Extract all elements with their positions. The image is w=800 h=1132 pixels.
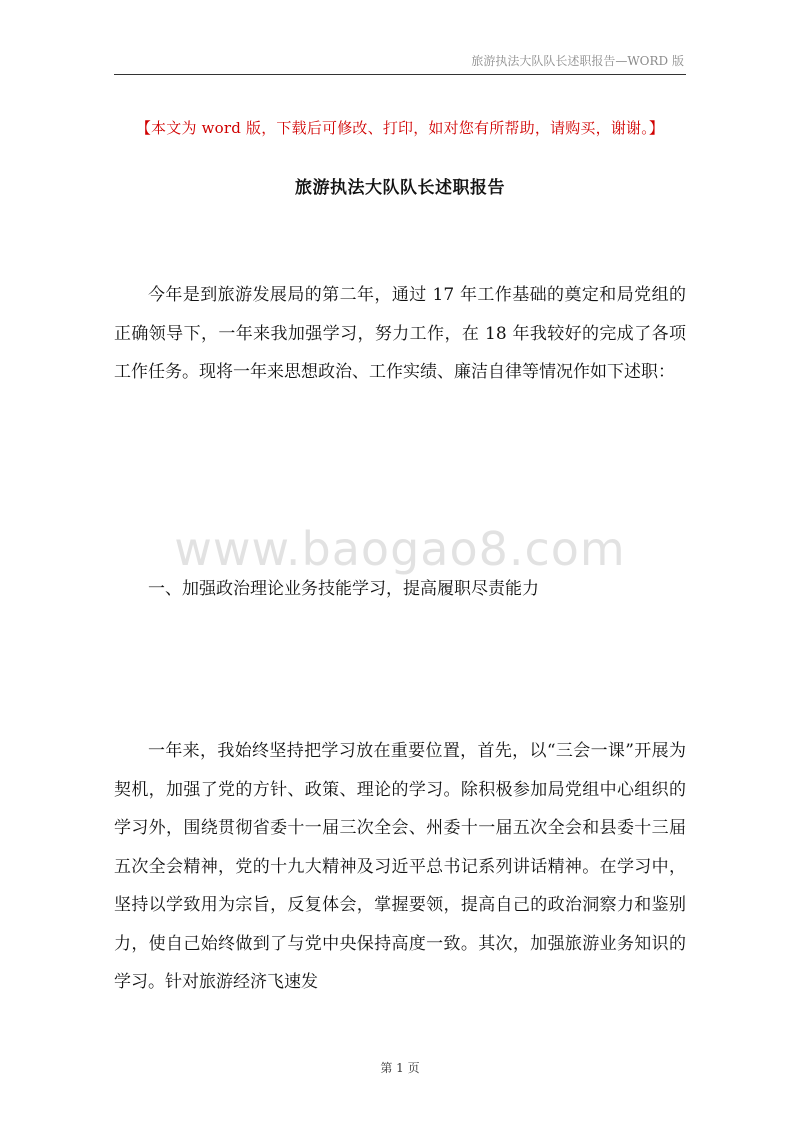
section-heading: 一、加强政治理论业务技能学习，提高履职尽责能力 [148,579,539,599]
page-number: 第 1 页 [380,1061,420,1075]
intro-paragraph: 今年是到旅游发展局的第二年，通过 17 年工作基础的奠定和局党组的正确领导下，一年来我加强学习，努力工作，在 18 年我较好的完成了各项工作任务。现将一年来思想政治、工作实绩、廉洁自律等情况作如下述职： [114,285,686,382]
header-divider [114,74,686,75]
purchase-notice: 【本文为 word 版，下载后可修改、打印，如对您有所帮助，请购买，谢谢。】 [135,119,665,137]
running-header: 旅游执法大队队长述职报告—WORD 版 [471,54,684,68]
body-paragraph: 一年来，我始终坚持把学习放在重要位置，首先，以“三会一课”开展为契机，加强了党的方针、政策、理论的学习。除积极参加局党组中心组织的学习外，围绕贯彻省委十一届三次全会、州委十一届五次全会和县委十三届五次全会精神，党的十九大精神及习近平总书记系列讲话精神。在学习中，坚持以学致用为宗旨，反复体会，掌握要领，提高自己的政治洞察力和鉴别力，使自己始终做到了与党中央保持高度一致。其次，加强旅游业务知识的学习。针对旅游经济飞速发 [114,741,686,992]
watermark: www.baogao8.com [174,522,626,576]
document-title: 旅游执法大队队长述职报告 [295,178,505,198]
